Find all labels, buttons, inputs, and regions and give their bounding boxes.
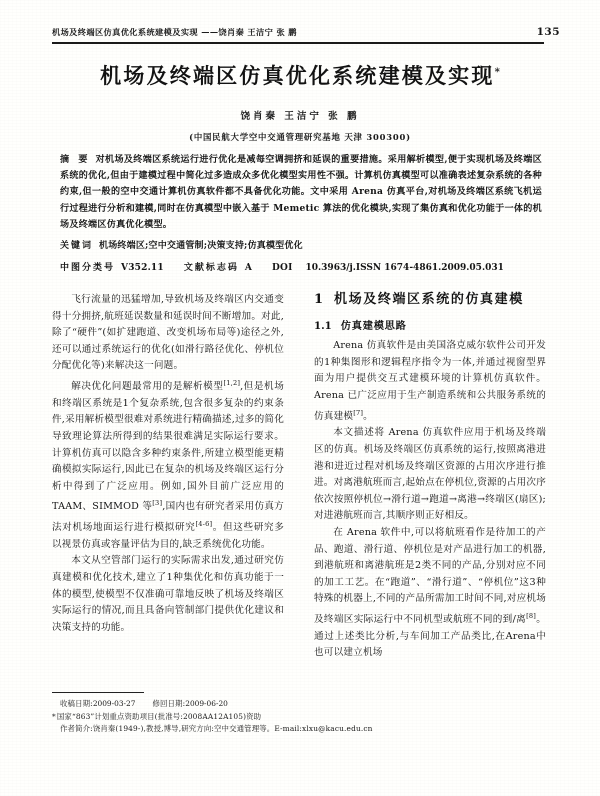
section-title: 机场及终端区系统的仿真建模 [334,292,524,307]
bio-text: 饶肖秦(1949-),教授,博导,研究方向:空中交通管理等。E-mail:xlxu@kacu.edu.cn [92,724,373,734]
page-number: 135 [536,26,560,38]
classification-label: 中图分类号 [60,263,116,274]
paragraph: 本文从空管部门运行的实际需求出发,通过研究仿真建模和优化技术,建立了1种集优化和仿真功能于一体的模型,使模型不仅准确可靠地反映了机场及终端区实际运行的情况,而且具备向管制部门提供优化建议和决策支持的功能。 [52,555,284,633]
paragraph: Arena 仿真软件是由美国洛克威尔软件公司开发的1种集图形和逻辑程序指令为一体,并通过视窗型界面为用户提供交互式建模环境的计算机仿真软件。Arena 已广泛应用于生产制造系统和公共服务系统的仿真建模[7]。 [314,340,546,422]
footnote-fund [52,711,522,724]
footnote-dates: 收稿日期:2009-03-27 修回日期:2009-06-20 [60,699,228,708]
doi-value: 10.3963/j.ISSN 1674-4861.2009.05.031 [305,263,504,274]
title-footnote-marker: * [494,67,500,78]
received-value: 2009-03-27 [92,699,136,708]
running-header [52,26,560,38]
abstract-block [60,152,542,277]
header-rule [52,42,544,44]
doc-code-label: 文献标志码 [183,263,239,274]
footnote-bio: 作者简介:饶肖秦(1949-),教授,博导,研究方向:空中交通管理等。E-mail:xlxu@kacu.edu.cn [60,724,373,734]
footnote-block [52,698,522,736]
revised-value: 2009-06-20 [185,699,228,708]
paragraph: 本文描述将 Arena 仿真软件应用于机场及终端区的仿真。机场及终端区仿真系统的运行,按照离港进港和进近过程对机场及终端区资源的占用次序进行推进。对离港航班而言,起始点在停机位,资源的占用次序依次按照停机位→滑行道→跑道→离港→终端区(扇区);对进港航班而言,其顺序则正好相反。 [314,427,546,522]
fund-marker: * [52,711,56,721]
running-header-text: 机场及终端区仿真优化系统建模及实现 ——饶肖秦 王洁宁 张 鹏 [52,27,297,37]
section-heading [314,292,546,309]
revised-label: 修回日期 [152,699,183,708]
subsection-title: 仿真建模思路 [340,319,407,332]
abstract-text: 对机场及终端区系统运行进行优化是减每空调拥挤和延误的重要措施。采用解析模型,便于实现机场及终端区系统的优化,但由于建模过程中简化过多造成众多优化模型实用性不强。计算机仿真模型可以准确表述复杂系统的各种约束,但一般的空中交通计算机仿真软件都不具备优化功能。文中采用 Arena 仿真平台,对机场及终端区系统飞机运行过程进行分析和建模,同时在仿真模型中嵌入基于 Memetic 算法的优化模块,实现了集仿真和优化功能于一体的机场及终端区仿真优化模型。 [60,154,543,230]
paragraph: 解决优化问题最常用的是解析模型[1,2],但是机场和终端区系统是1个复杂系统,包含很多复杂的约束条件,采用解析模型很难对系统进行精确描述,过多的简化导致理论算法所得到的结果很难满足实际运行要求。计算机仿真可以隐含多种约束条件,所建立模型能更精确模拟实际运行,因此已在复杂的机场及终端区运行分析中得到了广泛应用。例如,国外目前广泛应用的 TAAM、SIMMOD 等[3],国内也有研究者采用仿真方法对机场地面运行进行模拟研究[4-6]。但这些研究多以视景仿真或容量评估为目的,缺乏系统优化功能。 [52,378,284,550]
fund-text: 国家“863”计划重点资助项目(批准号:2008AA12A105)资助 [56,711,262,721]
abstract-label: 摘 要 [60,154,91,165]
body-column-left [52,292,284,636]
doc-code-value: A [244,263,253,274]
keywords-line [60,238,542,255]
article-title-text: 机场及终端区仿真优化系统建模及实现 [100,63,495,88]
keywords-label: 关键词 [60,241,94,252]
body-column-right [314,292,546,662]
article-title [0,60,600,90]
section-number: 1 [314,292,324,307]
subsection-number: 1.1 [314,319,332,332]
bio-label: 作者简介 [60,724,91,734]
footnote-rule [52,692,144,693]
affiliation: (中国民航大学空中交通管理研究基地 天津 300300) [189,132,411,142]
classification-line [60,260,542,277]
doi-label: DOI [272,263,293,274]
classification-value: V352.11 [121,263,164,274]
author-list: 饶肖秦 王洁宁 张 鹏 [240,111,360,122]
paragraph: 飞行流量的迅猛增加,导致机场及终端区内交通变得十分拥挤,航班延误数量和延误时间不断增加。对此,除了“硬件”(如扩建跑道、改变机场布局等)途径之外,还可以通过系统运行的优化(如滑行路径优化、停机位分配优化等)来解决这一问题。 [52,294,284,372]
received-label: 收稿日期 [60,699,91,708]
subsection-heading [314,318,546,335]
keywords-value: 机场终端区;空中交通管制;决策支持;仿真模型优化 [99,241,303,252]
abstract-paragraph [60,152,542,233]
paragraph: 在 Arena 软件中,可以将航班看作是待加工的产品、跑道、滑行道、停机位是对产品进行加工的机器,到港航班和离港航班是2类不同的产品,分别对应不同的加工工艺。在“跑道”、“滑行道”、“停机位”这3种特殊的机器上,不同的产品所需加工时间不同,对应机场及终端区实际运行中不同机型或航班不同的到/离[8]。通过上述类比分析,与车间加工产品类比,在Arena中也可以建立机场 [314,526,546,659]
